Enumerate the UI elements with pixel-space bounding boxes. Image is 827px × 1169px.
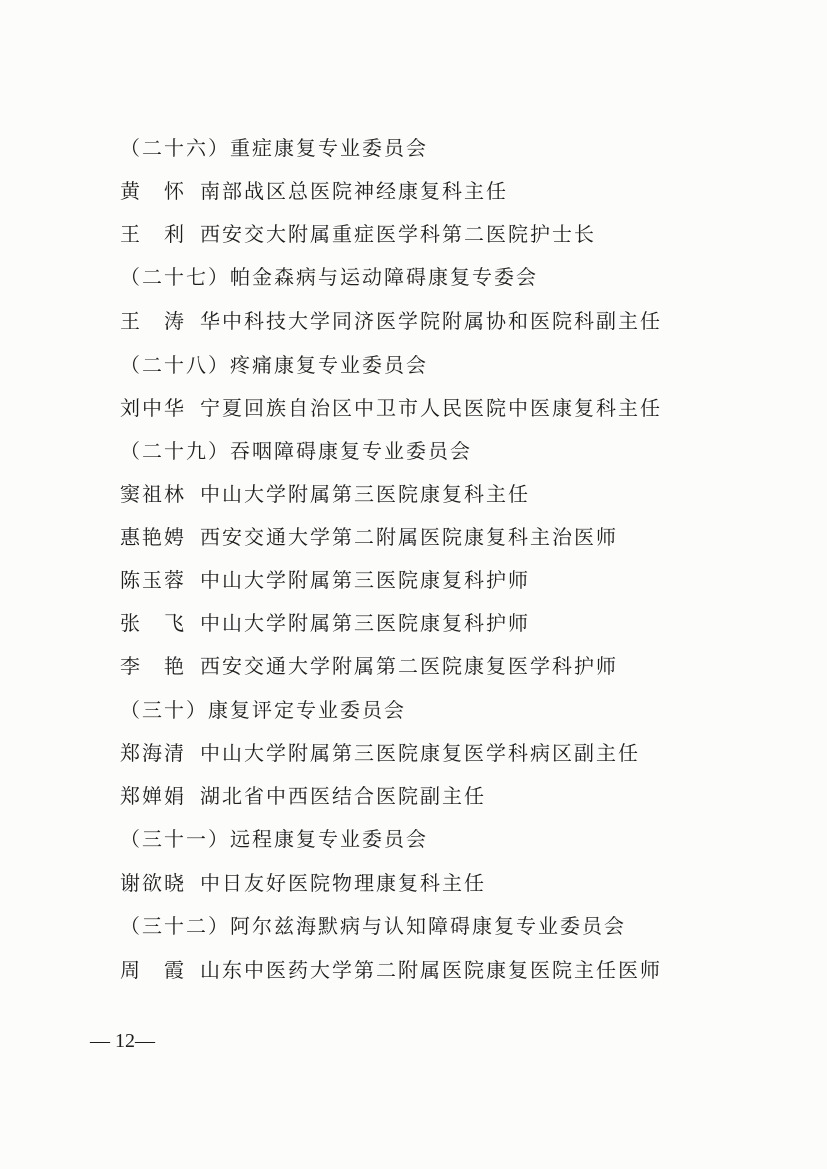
member-row — [120, 563, 530, 597]
member-name: 谢欲晓 — [120, 871, 186, 895]
section-heading: （二十九）吞咽障碍康复专业委员会 — [120, 439, 472, 463]
member-row — [120, 649, 618, 683]
member-description: 华中科技大学同济医学院附属协和医院科副主任 — [200, 309, 662, 333]
member-description: 中日友好医院物理康复科主任 — [200, 871, 486, 895]
member-name: 周 霞 — [120, 958, 186, 982]
member-description: 山东中医药大学第二附属医院康复医院主任医师 — [200, 958, 662, 982]
section-heading: （二十八）疼痛康复专业委员会 — [120, 353, 428, 377]
member-row — [120, 174, 508, 208]
member-name: 王 涛 — [120, 309, 186, 333]
member-description: 湖北省中西医结合医院副主任 — [200, 784, 486, 808]
member-row — [120, 779, 486, 813]
member-description: 中山大学附属第三医院康复科护师 — [200, 568, 530, 592]
member-row — [120, 520, 618, 554]
member-row — [120, 217, 596, 251]
member-name: 张 飞 — [120, 611, 186, 635]
member-row — [120, 953, 662, 987]
member-description: 西安交大附属重症医学科第二医院护士长 — [200, 222, 596, 246]
section-heading: （三十）康复评定专业委员会 — [120, 698, 406, 722]
member-name: 惠艳娉 — [120, 525, 186, 549]
member-name: 黄 怀 — [120, 179, 186, 203]
member-name: 郑海清 — [120, 741, 186, 765]
section-heading: （二十六）重症康复专业委员会 — [120, 136, 428, 160]
member-row — [120, 304, 662, 338]
member-row — [120, 866, 486, 900]
member-description: 西安交通大学附属第二医院康复医学科护师 — [200, 654, 618, 678]
section-heading: （三十二）阿尔兹海默病与认知障碍康复专业委员会 — [120, 914, 626, 938]
member-description: 西安交通大学第二附属医院康复科主治医师 — [200, 525, 618, 549]
member-description: 南部战区总医院神经康复科主任 — [200, 179, 508, 203]
member-name: 陈玉蓉 — [120, 568, 186, 592]
member-name: 窦祖林 — [120, 482, 186, 506]
member-row — [120, 736, 640, 770]
page-number: — 12— — [90, 1030, 155, 1052]
member-name: 刘中华 — [120, 396, 186, 420]
section-heading: （二十七）帕金森病与运动障碍康复专委会 — [120, 265, 538, 289]
member-description: 宁夏回族自治区中卫市人民医院中医康复科主任 — [200, 396, 662, 420]
member-row — [120, 606, 530, 640]
member-row — [120, 391, 662, 425]
member-description: 中山大学附属第三医院康复医学科病区副主任 — [200, 741, 640, 765]
member-description: 中山大学附属第三医院康复科主任 — [200, 482, 530, 506]
member-description: 中山大学附属第三医院康复科护师 — [200, 611, 530, 635]
member-row — [120, 477, 530, 511]
member-name: 李 艳 — [120, 654, 186, 678]
member-name: 郑婵娟 — [120, 784, 186, 808]
section-heading: （三十一）远程康复专业委员会 — [120, 827, 428, 851]
member-name: 王 利 — [120, 222, 186, 246]
